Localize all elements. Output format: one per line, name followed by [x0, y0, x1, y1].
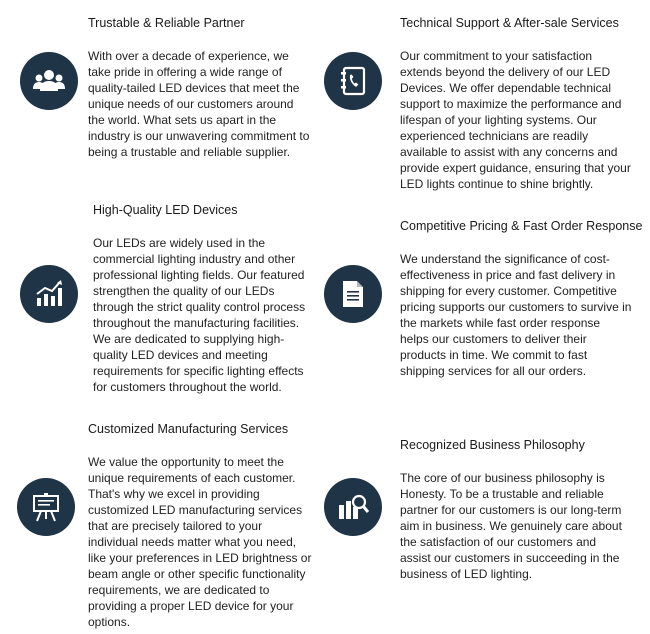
feature-text: With over a decade of experience, we take pride in offering a wide range of quality-tailed LED devices that meet the unique needs of our customers around the world. What sets us apart in the industry is our unwavering commitment to being a trustable and reliable supplier. [88, 49, 310, 159]
feature-title: Technical Support & After-sale Services [400, 16, 619, 30]
feature-title: High-Quality LED Devices [93, 203, 238, 217]
feature-text: We value the opportunity to meet the unique requirements of each customer. That's why we excel in providing customized LED manufacturing services that are precisely tailored to your individual needs matter what you need, like your preferences in LED brightness or beam angle or other specific functionality requirements, we are dedicated to providing a proper LED device for your options. [88, 455, 312, 629]
feature-text: Our LEDs are widely used in the commercial lighting industry and other professional lighting fields. Our featured strengthen the quality of our LEDs through the strict quality control process throughout the manufacturing facilities. We are dedicated to supplying high-quality LED devices and meeting requirements for specific lighting effects for customers throughout the world. [93, 236, 306, 394]
feature-title: Customized Manufacturing Services [88, 422, 289, 436]
feature-text: We understand the significance of cost-effectiveness in price and fast delivery in shipping for every customer. Competitive pricing supports our customers to survive in the markets while fast order response helps our customers to deliver their products in time. We commit to fast shipping services for all our orders. [400, 252, 632, 378]
people-icon [20, 52, 78, 110]
phone-book-icon [324, 52, 382, 110]
feature-title: Recognized Business Philosophy [400, 438, 585, 452]
feature-title: Trustable & Reliable Partner [88, 16, 245, 30]
bar-chart-icon [20, 265, 78, 323]
analytics-magnifier-icon [324, 478, 382, 536]
feature-text: Our commitment to your satisfaction extends beyond the delivery of our LED Devices. We offer dependable technical support to maximize the performance and lifespan of your lighting systems. Our experienced technicians are readily available to assist with any concerns and provide expert guidance, ensuring that your LED lights continue to shine brightly. [400, 49, 631, 191]
feature-title: Competitive Pricing & Fast Order Response [400, 219, 643, 233]
presentation-board-icon [17, 478, 75, 536]
feature-text: The core of our business philosophy is Honesty. To be a trustable and reliable partner for our customers is our long-term aim in business. We genuinely care about the satisfaction of our customers and assist our customers in succeeding in the business of LED lighting. [400, 471, 622, 581]
document-icon [324, 265, 382, 323]
